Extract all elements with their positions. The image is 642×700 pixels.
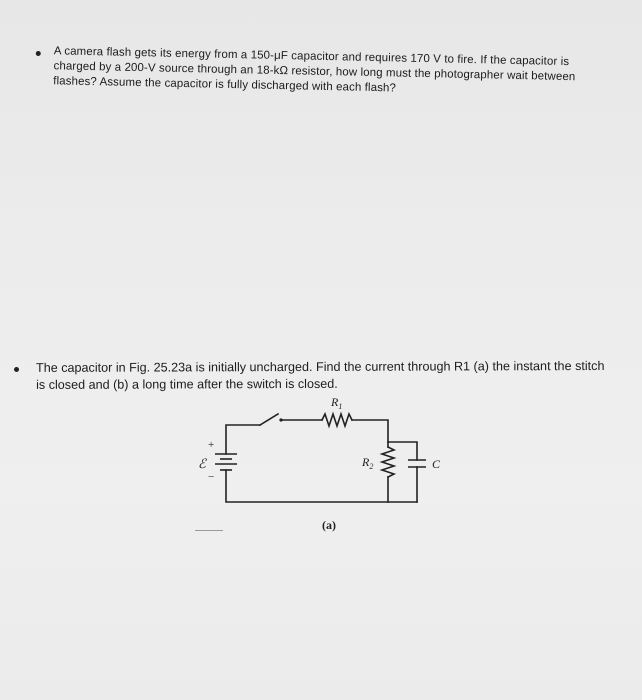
wire-left-top bbox=[226, 425, 260, 454]
label-capacitor: C bbox=[432, 457, 441, 471]
bullet-dot bbox=[14, 367, 19, 372]
switch-blade bbox=[260, 414, 278, 425]
resistor-r2 bbox=[382, 447, 394, 477]
figure-caption: (a) bbox=[322, 518, 336, 532]
label-plus: + bbox=[208, 439, 215, 451]
label-emf: ℰ bbox=[198, 456, 206, 471]
problem-camera-flash bbox=[39, 44, 588, 100]
problem-capacitor-circuit bbox=[14, 358, 614, 394]
switch-contact bbox=[279, 418, 282, 421]
label-r2: $R_2$ bbox=[362, 455, 374, 471]
circuit-diagram bbox=[190, 392, 480, 542]
problem-text: A camera flash gets its energy from a 150-μF capacitor and requires 170 V to fire. If the capacitor is charged by a 200-V source through an 18-kΩ resistor, how long must the photographer wait between flashes? Assume the capacitor is fully discharged with each flash? bbox=[53, 45, 576, 95]
problem-text: The capacitor in Fig. 25.23a is initially uncharged. Find the current through R1 (a) the instant the stitch is closed and (b) a long time after the switch is closed. bbox=[36, 358, 605, 392]
label-minus: − bbox=[208, 471, 215, 483]
resistor-r1 bbox=[322, 414, 352, 426]
bullet-dot bbox=[36, 51, 41, 56]
pencil-mark bbox=[195, 530, 223, 531]
wire-top-right bbox=[352, 420, 388, 442]
label-r1: $R_1$ bbox=[331, 395, 343, 411]
